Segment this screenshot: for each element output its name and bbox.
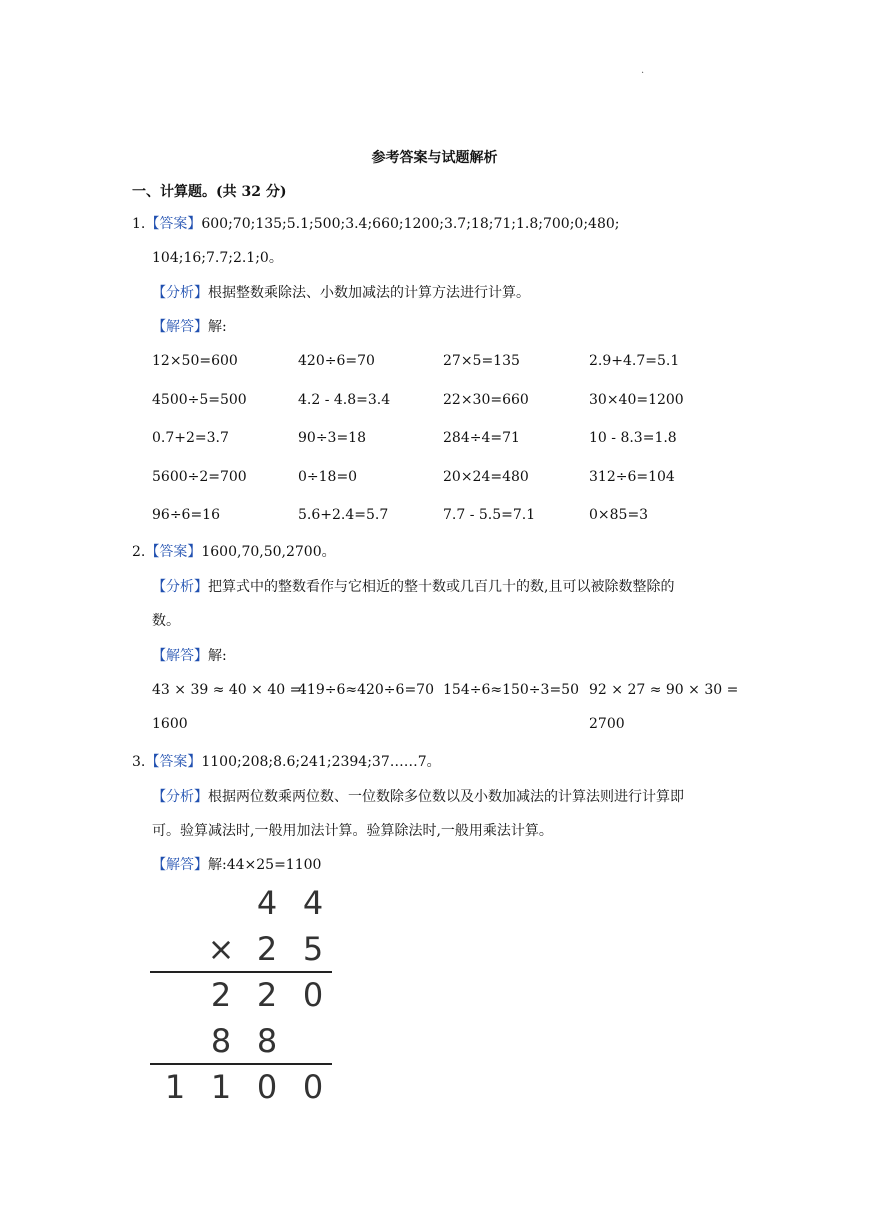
digit: 4 xyxy=(302,884,324,922)
q1-answer-label: 【答案】 xyxy=(145,216,202,232)
q1-solution xyxy=(152,317,227,337)
q1-grid-r1-c0: 4500÷5=500 xyxy=(152,392,247,408)
q2-number: 2. xyxy=(132,544,146,560)
q1-grid-r4-c3: 0×85=3 xyxy=(589,507,649,523)
q2-expr-2: 419÷6≈420÷6=70 xyxy=(298,682,434,698)
q1-grid-r3-c1: 0÷18=0 xyxy=(298,469,358,485)
q1-analysis-label: 【分析】 xyxy=(152,285,208,301)
digit: 1 xyxy=(210,1068,232,1106)
q3-analysis-line1 xyxy=(152,787,684,807)
q1-grid-r1-c1: 4.2 - 4.8=3.4 xyxy=(298,392,391,408)
page-title: 参考答案与试题解析 xyxy=(371,150,498,166)
q2-answer-text: 1600,70,50,2700。 xyxy=(201,544,336,560)
q3-analysis-line2: 可。验算减法时,一般用加法计算。验算除法时,一般用乘法计算。 xyxy=(152,823,553,839)
q1-grid-r2-c2: 284÷4=71 xyxy=(443,430,520,446)
q1-answer-text: 600;70;135;5.1;500;3.4;660;1200;3.7;18;71;1.8;700;0;480; xyxy=(201,216,620,232)
sum-line xyxy=(150,1063,332,1065)
q3-answer xyxy=(132,752,441,772)
q3-solution-label: 【解答】 xyxy=(152,857,208,873)
q1-grid-r4-c1: 5.6+2.4=5.7 xyxy=(298,507,389,523)
header-dot: · xyxy=(641,68,645,79)
q1-grid-r0-c0: 12×50=600 xyxy=(152,353,238,369)
q2-answer xyxy=(132,542,336,562)
q2-expr-1: 43 × 39 ≈ 40 × 40 = xyxy=(152,682,302,698)
q1-analysis xyxy=(152,283,530,303)
q1-grid-r0-c2: 27×5=135 xyxy=(443,353,520,369)
multiply-sign: × xyxy=(207,930,235,968)
q1-number: 1. xyxy=(132,216,146,232)
q1-grid-r3-c0: 5600÷2=700 xyxy=(152,469,247,485)
q2-solution-text: 解: xyxy=(208,648,227,664)
q1-grid-r2-c1: 90÷3=18 xyxy=(298,430,366,446)
q2-answer-label: 【答案】 xyxy=(145,544,202,560)
q3-analysis-text: 根据两位数乘两位数、一位数除多位数以及小数加减法的计算法则进行计算即 xyxy=(208,789,684,805)
q1-grid-r2-c3: 10 - 8.3=1.8 xyxy=(589,430,677,446)
q2-result-4: 2700 xyxy=(589,716,625,732)
q1-grid-r2-c0: 0.7+2=3.7 xyxy=(152,430,229,446)
q1-grid-r0-c1: 420÷6=70 xyxy=(298,353,375,369)
digit: 2 xyxy=(256,930,278,968)
q3-solution xyxy=(152,855,321,875)
q1-grid-r0-c3: 2.9+4.7=5.1 xyxy=(589,353,680,369)
q3-analysis-label: 【分析】 xyxy=(152,789,208,805)
digit: 5 xyxy=(302,930,324,968)
q3-solution-text: 解:44×25=1100 xyxy=(208,857,322,873)
digit: 0 xyxy=(302,1068,324,1106)
q1-grid-r3-c2: 20×24=480 xyxy=(443,469,529,485)
q1-solution-text: 解: xyxy=(208,319,227,335)
q2-analysis-line1 xyxy=(152,577,674,597)
q2-expr-4: 92 × 27 ≈ 90 × 30 = xyxy=(589,682,739,698)
q1-grid-r4-c0: 96÷6=16 xyxy=(152,507,220,523)
q2-expr-3: 154÷6≈150÷3=50 xyxy=(443,682,579,698)
digit: 8 xyxy=(256,1022,278,1060)
digit: 1 xyxy=(164,1068,186,1106)
q2-solution xyxy=(152,646,227,666)
digit: 0 xyxy=(256,1068,278,1106)
q1-answer-line2: 104;16;7.7;2.1;0。 xyxy=(152,250,283,266)
q3-number: 3. xyxy=(132,754,146,770)
digit: 2 xyxy=(256,976,278,1014)
digit: 4 xyxy=(256,884,278,922)
q2-analysis-text: 把算式中的整数看作与它相近的整十数或几百几十的数,且可以被除数整除的 xyxy=(208,579,675,595)
q2-solution-label: 【解答】 xyxy=(152,648,208,664)
vertical-multiplication xyxy=(148,880,338,1110)
q1-solution-label: 【解答】 xyxy=(152,319,208,335)
q2-analysis-line2: 数。 xyxy=(152,613,180,629)
q3-answer-text: 1100;208;8.6;241;2394;37……7。 xyxy=(201,754,441,770)
q2-result-1: 1600 xyxy=(152,716,188,732)
q1-analysis-text: 根据整数乘除法、小数加减法的计算方法进行计算。 xyxy=(208,285,530,301)
product-line xyxy=(150,971,332,973)
q1-grid-r4-c2: 7.7 - 5.5=7.1 xyxy=(443,507,536,523)
q2-analysis-label: 【分析】 xyxy=(152,579,208,595)
digit: 2 xyxy=(210,976,232,1014)
q3-answer-label: 【答案】 xyxy=(145,754,202,770)
digit: 0 xyxy=(302,976,324,1014)
q1-answer-line1 xyxy=(132,214,619,234)
q1-grid-r1-c2: 22×30=660 xyxy=(443,392,529,408)
q1-grid-r1-c3: 30×40=1200 xyxy=(589,392,684,408)
digit: 8 xyxy=(210,1022,232,1060)
q1-grid-r3-c3: 312÷6=104 xyxy=(589,469,675,485)
section-heading: 一、计算题。(共 32 分) xyxy=(132,184,287,200)
